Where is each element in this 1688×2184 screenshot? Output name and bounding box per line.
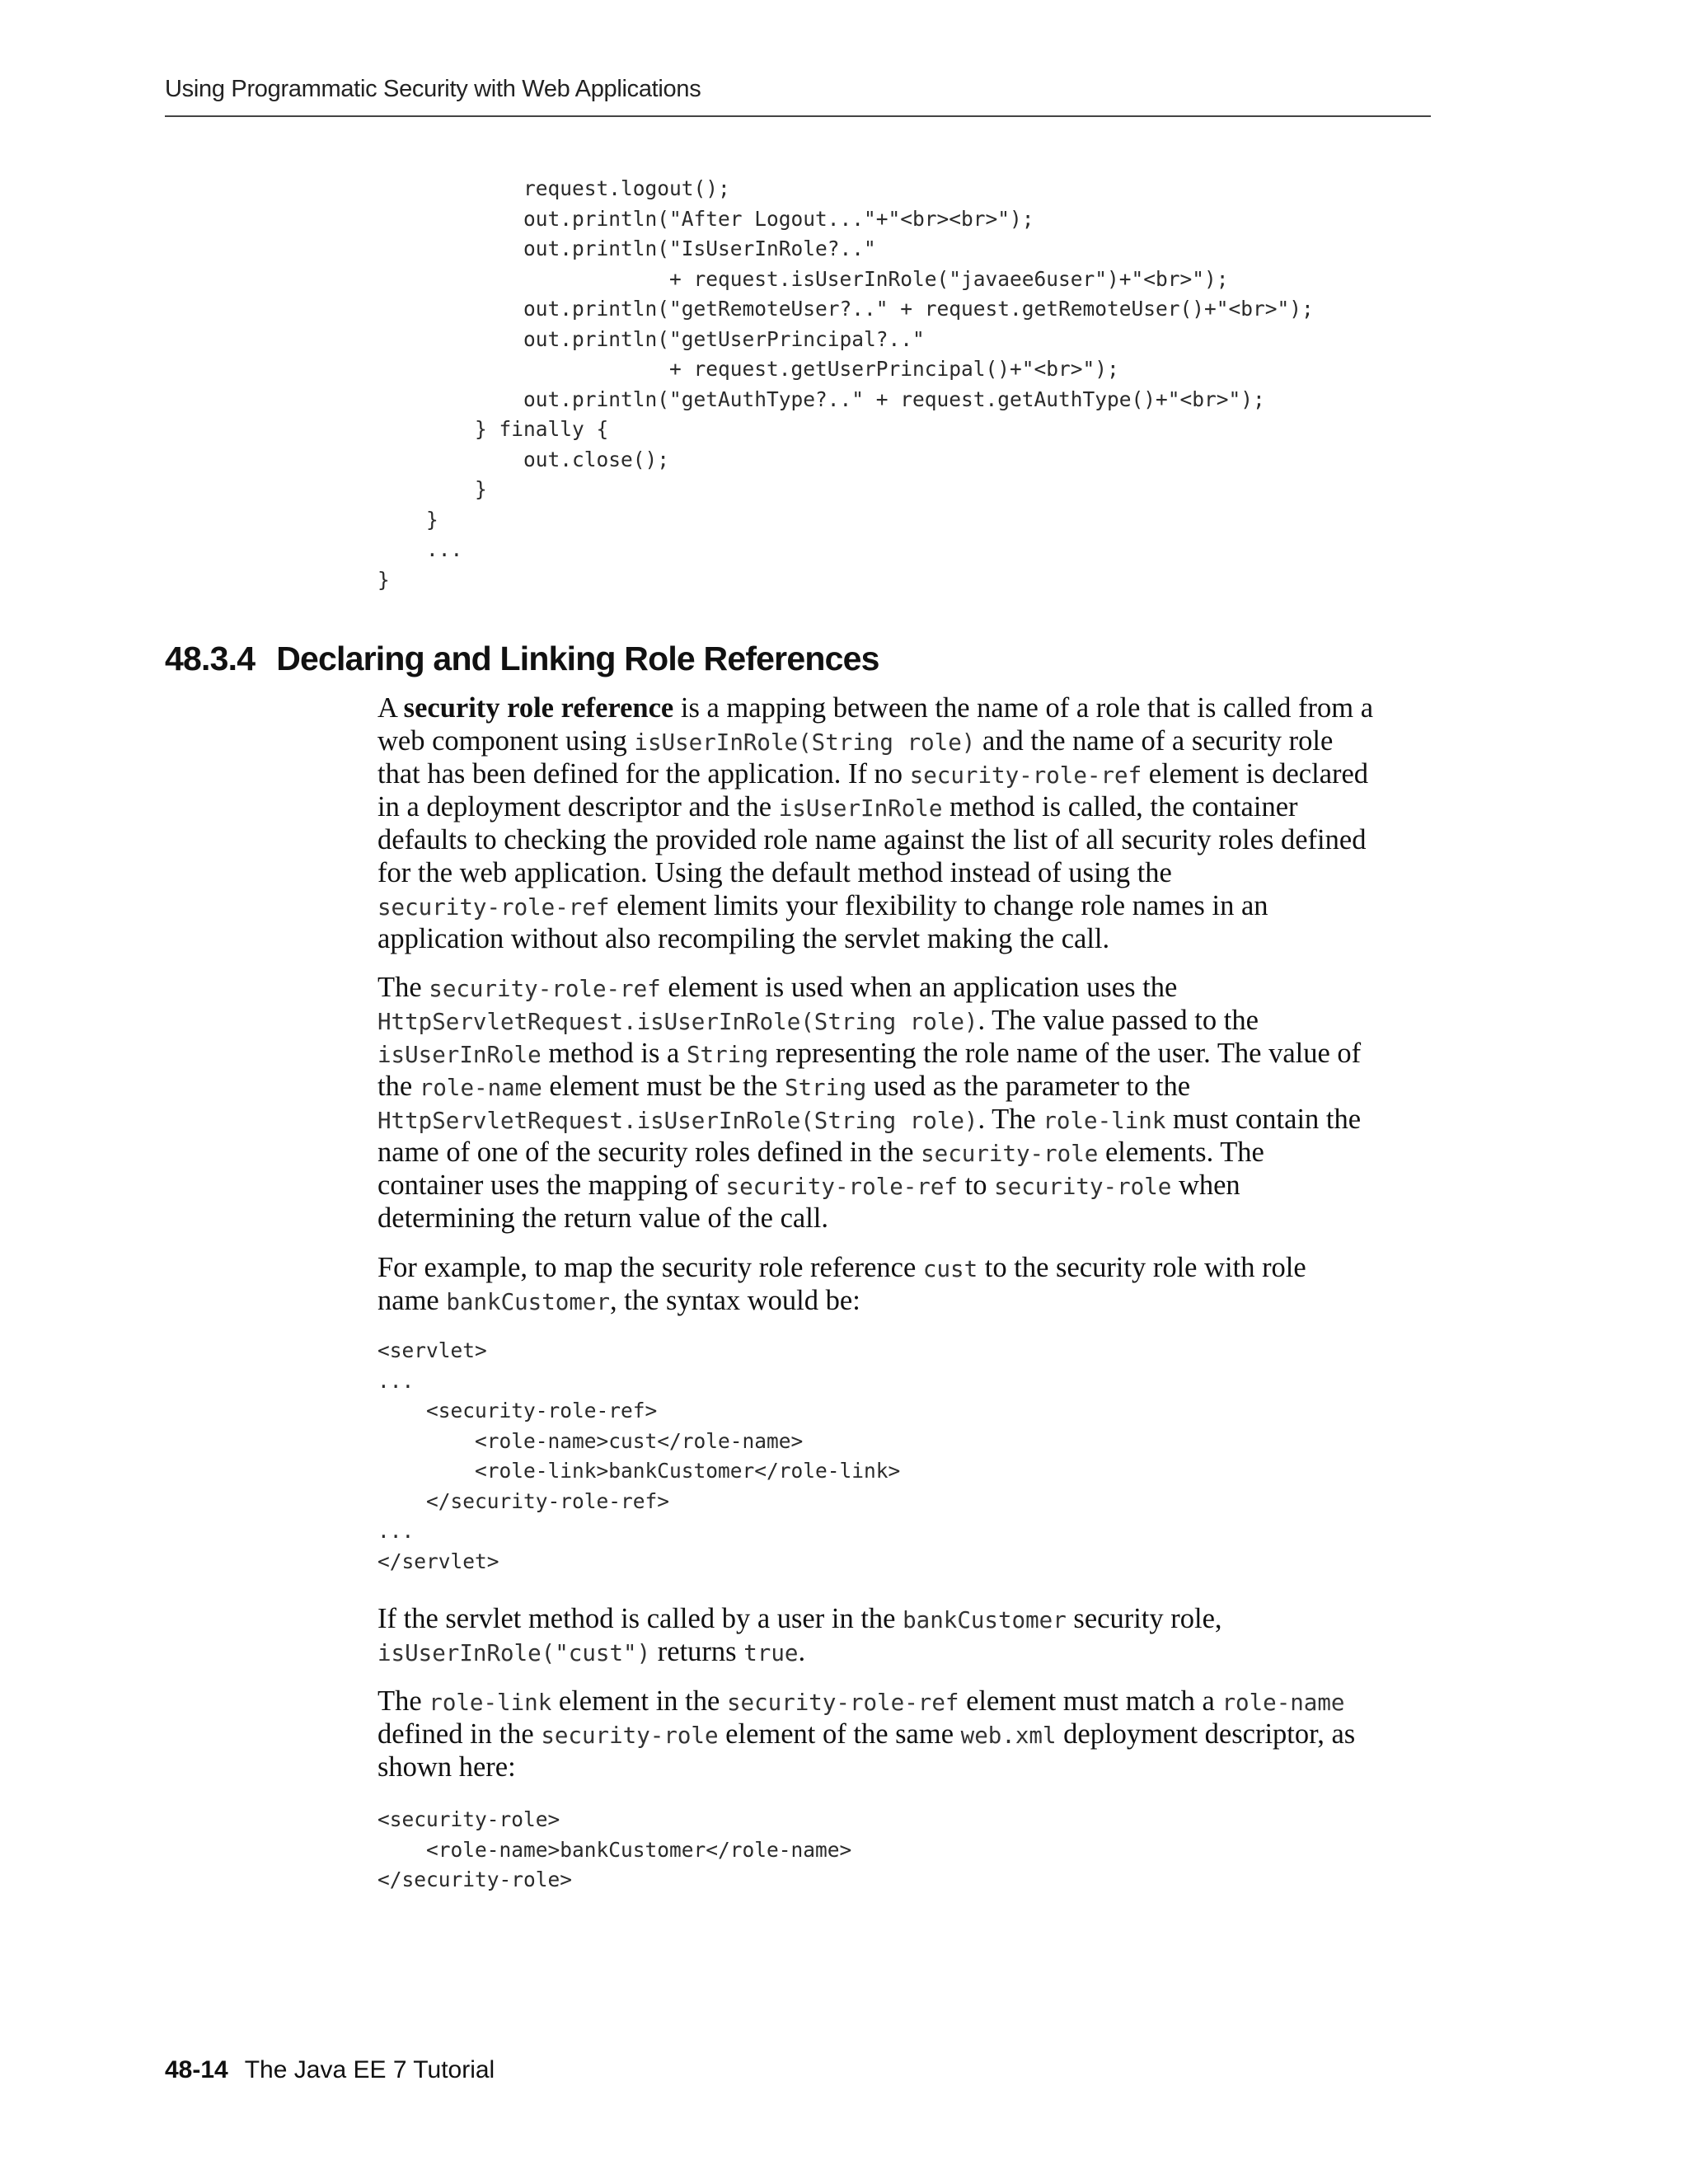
text-run: to the security role with role: [978, 1252, 1306, 1283]
section-heading: [165, 640, 879, 678]
code-line: }: [377, 477, 487, 501]
code-line: out.println("IsUserInRole?..": [377, 237, 876, 260]
text-run: , the syntax would be:: [610, 1285, 860, 1316]
inline-code: security-role-ref: [377, 894, 610, 921]
text-line: [377, 1136, 1441, 1169]
text-run: and the name of a security role: [975, 725, 1334, 757]
code-line: out.println("getRemoteUser?.." + request.getRemoteUser()+"<br>");: [377, 297, 1314, 321]
text-line: [377, 1103, 1441, 1136]
inline-code: true: [743, 1640, 799, 1666]
code-line: + request.getUserPrincipal()+"<br>");: [377, 357, 1119, 381]
text-line: [377, 1635, 1441, 1668]
paragraph-security-role-ref-usage: [377, 971, 1441, 1235]
text-run: element must be the: [542, 1071, 785, 1102]
text-line: [377, 1004, 1441, 1037]
paragraph-role-link-match: [377, 1685, 1441, 1783]
text-run: web component using: [377, 725, 635, 757]
inline-code: String: [784, 1075, 867, 1101]
code-block-security-role-xml: [377, 1805, 851, 1896]
text-line: [377, 757, 1441, 790]
text-run: element in the: [551, 1685, 727, 1717]
paragraph-example-intro: [377, 1251, 1441, 1317]
text-run: . The: [978, 1104, 1043, 1135]
page-footer: [165, 2056, 495, 2084]
code-block-servlet-xml: [377, 1336, 900, 1577]
code-line: }: [377, 507, 438, 532]
text-line: [377, 1685, 1441, 1718]
text-run: The: [377, 972, 429, 1003]
code-line: }: [377, 567, 390, 592]
text-run: that has been defined for the application. If no: [377, 758, 910, 790]
inline-code: security-role-ref: [726, 1690, 959, 1716]
text-run: security role,: [1066, 1603, 1222, 1634]
inline-code: security-role: [921, 1141, 1099, 1167]
text-run: .: [798, 1636, 806, 1667]
code-line: out.println("getAuthType?.." + request.getAuthType()+"<br>");: [377, 387, 1265, 411]
code-line: + request.isUserInRole("javaee6user")+"<br>");: [377, 266, 1229, 291]
text-line: [377, 724, 1441, 757]
code-line: <servlet>: [377, 1338, 487, 1362]
text-line: [377, 1037, 1441, 1070]
text-run: to: [957, 1169, 995, 1201]
code-line: </servlet>: [377, 1549, 499, 1573]
code-line: ...: [377, 1368, 415, 1393]
text-line: [377, 889, 1441, 922]
text-line: determining the return value of the call.: [377, 1202, 828, 1234]
inline-code: security-role-ref: [429, 976, 661, 1002]
inline-code: role-name: [1221, 1690, 1345, 1716]
inline-code: security-role: [994, 1174, 1172, 1200]
text-line: application without also recompiling the servlet making the call.: [377, 923, 1110, 954]
text-run: method is a: [541, 1038, 687, 1069]
text-run: when: [1171, 1169, 1240, 1201]
text-run: The: [377, 1685, 429, 1717]
code-line: out.println("getUserPrincipal?..": [377, 326, 925, 351]
inline-code: bankCustomer: [446, 1289, 611, 1315]
code-line: <role-name>bankCustomer</role-name>: [377, 1837, 852, 1862]
text-run: deployment descriptor, as: [1056, 1718, 1356, 1750]
code-line: <role-name>cust</role-name>: [377, 1428, 804, 1453]
inline-code: role-name: [419, 1075, 542, 1101]
text-run: element is declared: [1142, 758, 1369, 790]
inline-code: HttpServletRequest.isUserInRole(String role): [377, 1009, 978, 1035]
code-line: </security-role-ref>: [377, 1488, 670, 1513]
text-run: container uses the mapping of: [377, 1169, 726, 1201]
inline-code: isUserInRole: [377, 1042, 542, 1068]
text-line: [377, 1718, 1441, 1750]
text-line: shown here:: [377, 1751, 516, 1783]
inline-code: isUserInRole(String role): [634, 729, 976, 756]
inline-code: HttpServletRequest.isUserInRole(String role): [377, 1108, 978, 1134]
text-line: [377, 1284, 1441, 1317]
code-line: <security-role-ref>: [377, 1399, 658, 1422]
code-line: } finally {: [377, 417, 609, 441]
code-line: out.println("After Logout..."+"<br><br>");: [377, 206, 1034, 231]
code-line: <security-role>: [377, 1807, 560, 1831]
inline-code: web.xml: [960, 1722, 1057, 1749]
code-block-servlet-logout: [377, 174, 1314, 595]
text-line: for the web application. Using the default method instead of using the: [377, 857, 1172, 888]
bold-term: security role reference: [403, 692, 674, 724]
text-line: [377, 1169, 1441, 1202]
code-line: request.logout();: [377, 176, 730, 200]
inline-code: security-role-ref: [725, 1174, 958, 1200]
inline-code: cust: [922, 1256, 978, 1282]
text-run: in a deployment descriptor and the: [377, 791, 779, 823]
code-line: ...: [377, 537, 463, 561]
text-run: element is used when an application uses the: [660, 972, 1178, 1003]
inline-code: security-role: [541, 1722, 719, 1749]
code-line: </security-role>: [377, 1868, 573, 1891]
text-run: element must match a: [959, 1685, 1222, 1717]
inline-code: isUserInRole: [778, 795, 943, 822]
text-run: is a mapping between the name of a role that is called from a: [673, 692, 1374, 724]
paragraph-returns-true: [377, 1602, 1441, 1668]
text-line: [377, 790, 1441, 823]
section-number: 48.3.4: [165, 640, 256, 677]
inline-code: bankCustomer: [903, 1607, 1067, 1633]
text-run: used as the parameter to the: [866, 1071, 1191, 1102]
inline-code: security-role-ref: [909, 762, 1142, 789]
text-run: elements. The: [1098, 1137, 1264, 1168]
text-run: For example, to map the security role reference: [377, 1252, 923, 1283]
text-run: defined in the: [377, 1718, 542, 1750]
text-line: defaults to checking the provided role name against the list of all security roles defined: [377, 824, 1367, 855]
section-title: Declaring and Linking Role References: [276, 640, 879, 677]
text-run: A: [377, 692, 404, 724]
inline-code: String: [687, 1042, 769, 1068]
text-line: [377, 1070, 1441, 1103]
inline-code: role-link: [1043, 1108, 1166, 1134]
paragraph-role-reference-definition: [377, 691, 1441, 955]
code-line: out.close();: [377, 447, 670, 471]
text-run: name of one of the security roles defined in the: [377, 1137, 921, 1168]
text-run: the: [377, 1071, 420, 1102]
page-number: 48-14: [165, 2056, 228, 2083]
running-header-title: Using Programmatic Security with Web Applications: [165, 76, 701, 102]
text-run: must contain the: [1165, 1104, 1362, 1135]
text-line: [377, 691, 1441, 724]
text-line: [377, 971, 1441, 1004]
text-run: representing the role name of the user. The value of: [768, 1038, 1362, 1069]
text-run: If the servlet method is called by a user in the: [377, 1603, 903, 1634]
inline-code: isUserInRole("cust"): [377, 1640, 651, 1666]
text-line: [377, 1251, 1441, 1284]
text-run: returns: [650, 1636, 744, 1667]
text-run: . The value passed to the: [978, 1005, 1259, 1036]
text-run: element limits your flexibility to change role names in an: [609, 890, 1268, 921]
running-header: [165, 73, 1431, 117]
code-line: <role-link>bankCustomer</role-link>: [377, 1459, 901, 1483]
code-line: ...: [377, 1519, 415, 1543]
text-run: element of the same: [718, 1718, 961, 1750]
book-title: The Java EE 7 Tutorial: [244, 2056, 495, 2083]
text-run: method is called, the container: [942, 791, 1298, 823]
text-run: name: [377, 1285, 447, 1316]
text-line: [377, 1602, 1441, 1635]
inline-code: role-link: [429, 1690, 552, 1716]
